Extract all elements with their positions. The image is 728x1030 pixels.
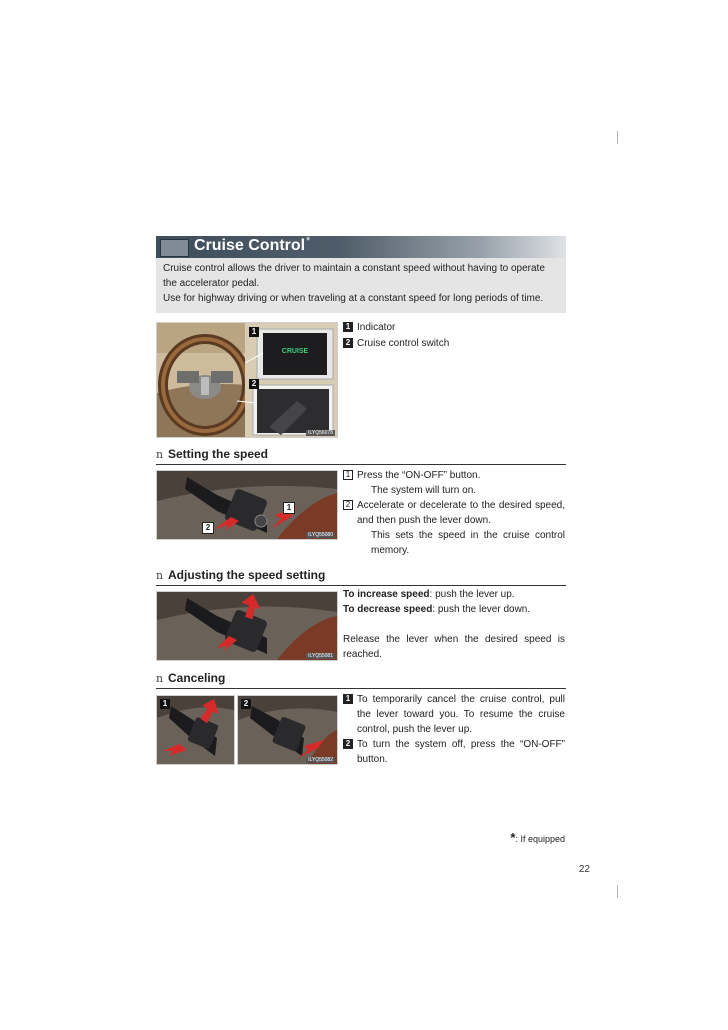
adjusting-illustration <box>156 591 338 661</box>
legend-number: 2 <box>343 338 353 348</box>
crop-mark-top <box>617 131 618 144</box>
callout-2: 2 <box>241 699 251 709</box>
intro-line-2: Use for highway driving or when traveling at a constant speed for long periods of time. <box>163 293 544 304</box>
step-number: 1 <box>343 470 353 480</box>
cancel-text: To turn the system off, press the “ON-OFF” button. <box>357 739 565 765</box>
step-note: This sets the speed in the cruise control memory. <box>371 530 565 556</box>
title-tab-icon <box>160 239 189 257</box>
intro-line-1: Cruise control allows the driver to maintain a constant speed without having to operate the accelerator pedal. <box>163 263 545 289</box>
footnote <box>440 830 565 845</box>
section-heading-adjusting <box>156 567 566 586</box>
release-text: Release the lever when the desired speed is reached. <box>343 634 565 660</box>
if-equipped-mark: * <box>306 235 311 247</box>
footnote-text: : If equipped <box>515 834 565 844</box>
cancel-number: 1 <box>343 694 353 704</box>
cancel-item <box>343 737 565 767</box>
increase-text: : push the lever up. <box>429 589 515 600</box>
legend-label: Cruise control switch <box>357 338 450 349</box>
image-code: ILYQ55082 <box>308 757 333 763</box>
section-title: Setting the speed <box>168 447 269 461</box>
overview-illustration <box>156 322 338 438</box>
section-bullet: n <box>156 569 164 582</box>
adjusting-text <box>343 587 565 662</box>
canceling-illustration-1 <box>156 695 235 765</box>
decrease-label: To decrease speed <box>343 604 433 615</box>
page-number: 22 <box>578 864 590 875</box>
step-note: The system will turn on. <box>371 485 477 496</box>
intro-box <box>156 258 566 313</box>
section-heading-canceling <box>156 670 566 689</box>
page-title: Cruise Control <box>194 237 306 254</box>
section-title: Adjusting the speed setting <box>168 568 326 582</box>
step-number: 2 <box>343 500 353 510</box>
canceling-steps <box>343 692 565 767</box>
callout-1: 1 <box>283 502 295 514</box>
cancel-number: 2 <box>343 739 353 749</box>
crop-mark-bottom <box>617 885 618 898</box>
step-text: Accelerate or decelerate to the desired speed, and then push the lever down. <box>357 500 565 526</box>
legend-label: Indicator <box>357 322 396 333</box>
callout-2: 2 <box>249 379 259 389</box>
increase-line <box>343 587 565 602</box>
step-text: Press the “ON-OFF” button. <box>357 470 481 481</box>
section-bullet: n <box>156 672 164 685</box>
image-code: ILYQ55080 <box>308 532 333 538</box>
decrease-text: : push the lever down. <box>432 604 531 615</box>
canceling-illustration-2 <box>237 695 338 765</box>
step-item <box>343 468 565 498</box>
setting-illustration <box>156 470 338 540</box>
overview-legend <box>343 320 565 351</box>
legend-item <box>343 336 565 351</box>
callout-1: 1 <box>160 699 170 709</box>
image-code: ILYQ55081 <box>308 653 333 659</box>
image-code: ILYQ56078 <box>308 430 333 436</box>
legend-number: 1 <box>343 322 353 332</box>
cancel-text: To temporarily cancel the cruise control, pull the lever toward you. To resume the cruise control, push the lever up. <box>357 694 565 735</box>
callout-2: 2 <box>202 522 214 534</box>
section-title: Canceling <box>168 671 226 685</box>
increase-label: To increase speed <box>343 589 430 600</box>
callout-1: 1 <box>249 327 259 337</box>
decrease-line <box>343 602 565 617</box>
footnote-mark: * <box>510 830 516 845</box>
legend-item <box>343 320 565 335</box>
setting-steps <box>343 468 565 558</box>
section-heading-setting <box>156 446 566 465</box>
section-bullet: n <box>156 448 164 461</box>
step-item <box>343 498 565 558</box>
cancel-item <box>343 692 565 737</box>
section-title-bar <box>156 236 566 258</box>
cruise-indicator-text: CRUISE <box>281 348 309 355</box>
